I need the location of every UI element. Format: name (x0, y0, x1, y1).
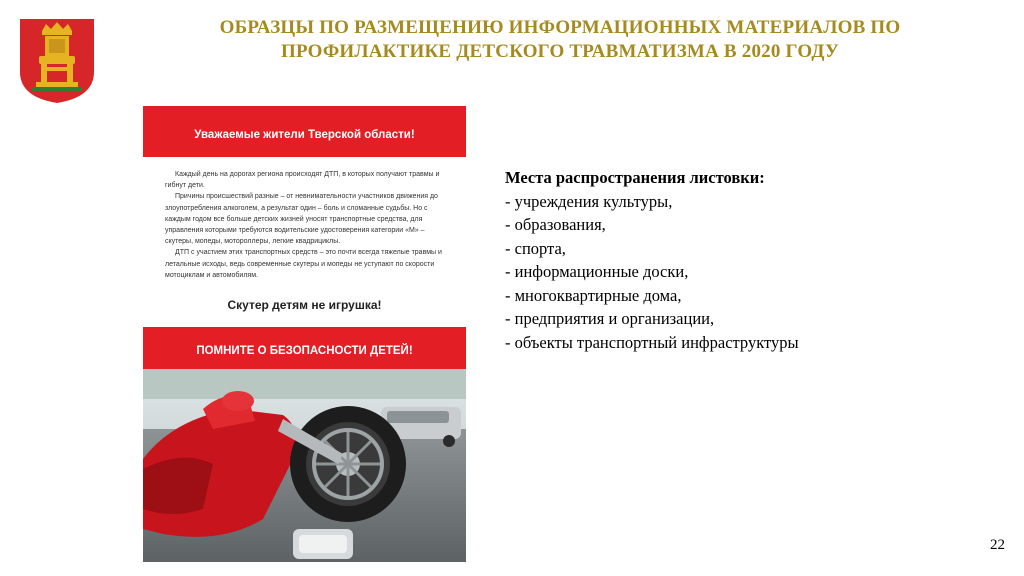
slide-title (150, 16, 970, 64)
slide-title-line2: ПРОФИЛАКТИКЕ ДЕТСКОГО ТРАВМАТИЗМА В 2020 ГОДУ (280, 41, 840, 62)
list-item: - информационные доски, (505, 262, 689, 281)
list-item: - многоквартирные дома, (505, 285, 682, 305)
list-item: - предприятия и организации, (505, 309, 715, 328)
leaflet-header: Уважаемые жители Тверской области! (143, 106, 466, 157)
page-number: 22 (990, 537, 1005, 553)
crashed-motorcycle-photo (143, 369, 466, 562)
coat-of-arms-icon (18, 17, 96, 105)
distribution-list (505, 166, 985, 354)
leaflet-banner: ПОМНИТЕ О БЕЗОПАСНОСТИ ДЕТЕЙ! (143, 327, 466, 369)
leaflet-slogan: Скутер детям не игрушка! (227, 298, 382, 312)
leaflet-body (165, 169, 451, 281)
list-item: - образования, (505, 215, 606, 234)
leaflet-paragraph: Каждый день на дорогах региона происходят ДТП, в которых получают травмы и гибнут дети. (165, 171, 440, 190)
list-item: - объекты транспортный инфраструктуры (505, 332, 799, 352)
list-item: - учреждения культуры, (505, 191, 673, 211)
leaflet-paragraph: Причины происшествий разные – от невнимательности участников движения до злоупотребления алкоголем, а результат один – боль и сломанные судьбы. Но с каждым годом все больше детских жизней уносят транспортные средства, для управления которыми требуются водительские удостоверения категории «М» – скутеры, мопеды, мотороллеры, легкие квадрициклы. (165, 193, 438, 246)
leaflet-image (143, 106, 466, 562)
slide-title-line1: ОБРАЗЦЫ ПО РАЗМЕЩЕНИЮ ИНФОРМАЦИОННЫХ МАТЕРИАЛОВ ПО (219, 17, 901, 38)
list-item: - спорта, (505, 238, 566, 258)
distribution-heading: Места распространения листовки: (505, 168, 765, 187)
leaflet-paragraph: ДТП с участием этих транспортных средств – это почти всегда тяжелые травмы и летальные исходы, ведь современные скутеры и мопеды не уступают по скорости мотоциклам и автомобилям. (165, 249, 442, 279)
